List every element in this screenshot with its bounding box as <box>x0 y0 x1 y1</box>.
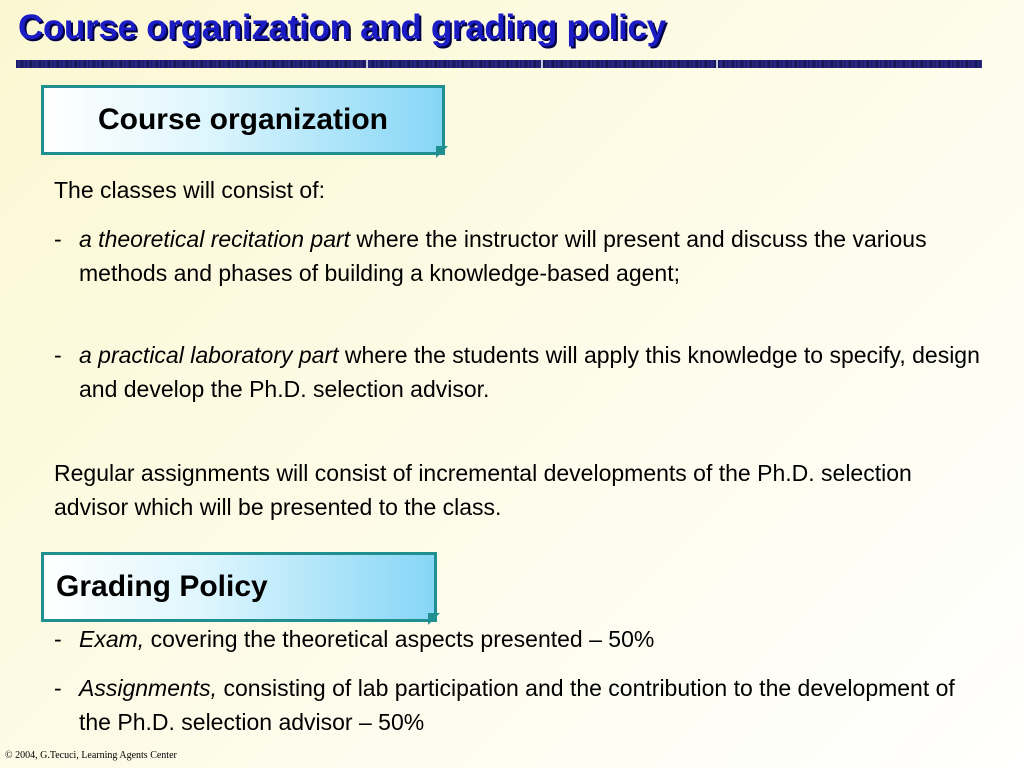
classes-intro: The classes will consist of: <box>54 177 325 203</box>
list-item-exam <box>54 622 984 656</box>
list-item-practical <box>54 338 984 406</box>
slide-title: Course organization and grading policy <box>18 8 666 47</box>
course-organization-heading: Course organization <box>97 103 389 136</box>
item-text: consisting of lab participation and the contribution to the development of the Ph.D. selection advisor – 50% <box>79 675 955 735</box>
copyright-footer: © 2004, G.Tecuci, Learning Agents Center <box>5 750 177 761</box>
list-item-assignments <box>54 671 984 739</box>
divider-notch <box>366 60 368 68</box>
divider-notch <box>541 60 543 68</box>
item-emphasis: Assignments, <box>79 675 218 701</box>
divider-notch <box>716 60 718 68</box>
grading-policy-heading: Grading Policy <box>56 570 268 603</box>
bullet-dash: - <box>54 626 62 652</box>
bullet-dash: - <box>54 342 62 368</box>
item-emphasis: a practical laboratory part <box>79 342 339 368</box>
grading-policy-heading-box <box>41 552 437 622</box>
assignments-paragraph: Regular assignments will consist of incremental developments of the Ph.D. selection advisor which will be presented to the class. <box>54 460 912 520</box>
title-divider <box>16 60 982 68</box>
item-text: where the instructor will present and discuss the various methods and phases of building a knowledge-based agent; <box>79 226 927 286</box>
list-item-theoretical <box>54 222 984 290</box>
bullet-dash: - <box>54 226 62 252</box>
item-emphasis: a theoretical recitation part <box>79 226 351 252</box>
item-text: covering the theoretical aspects presented – 50% <box>144 626 655 652</box>
course-organization-heading-box <box>41 85 445 155</box>
item-text: where the students will apply this knowledge to specify, design and develop the Ph.D. selection advisor. <box>79 342 980 402</box>
bullet-dash: - <box>54 675 62 701</box>
item-emphasis: Exam, <box>79 626 145 652</box>
